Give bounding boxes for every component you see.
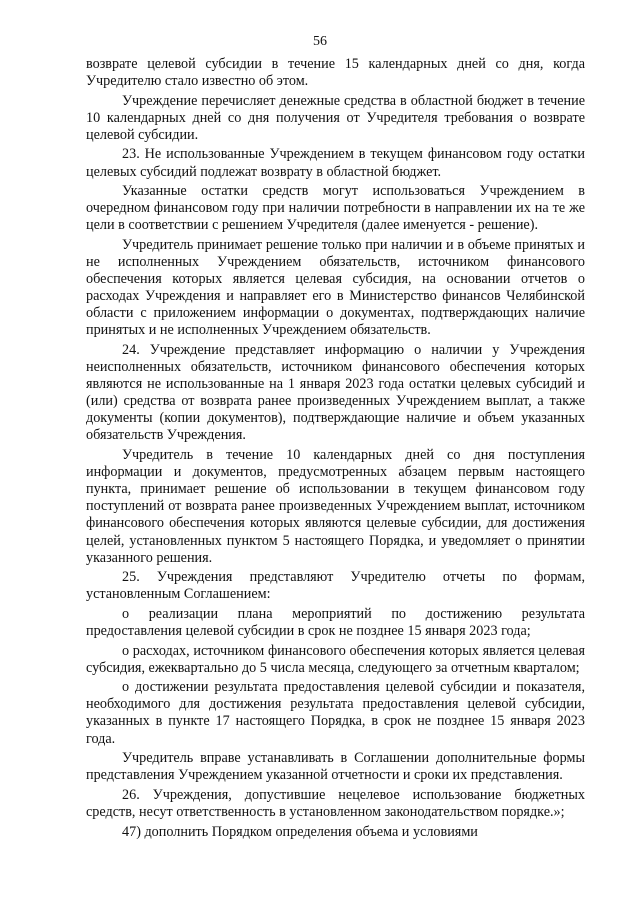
paragraph: 23. Не использованные Учреждением в текущем финансовом году остатки целевых субсидий подлежат возврату в областной бюджет. [86, 146, 585, 180]
page-number: 56 [313, 34, 327, 49]
paragraph: 47) дополнить Порядком определения объема и условиями [122, 823, 478, 840]
paragraph: Учредитель принимает решение только при наличии и в объеме принятых и не исполненных Учреждением обязательств, источником финансового обеспечения которых является целевая субсидия, на основании отчетов о расходах Учреждения и направляет его в Министерство финансов Челябинской области с приложением информации о документах, подтверждающих наличие принятых и не исполненных Учреждением обязательств. [86, 236, 585, 339]
paragraph: 25. Учреждения представляют Учредителю отчеты по формам, установленным Соглашением: [86, 569, 585, 603]
paragraph: о расходах, источником финансового обеспечения которых является целевая субсидия, ежеквартально до 5 числа месяца, следующего за отчетным кварталом; [86, 642, 585, 676]
paragraph: о достижении результата предоставления целевой субсидии и показателя, необходимого для достижения результата предоставления целевой субсидии, указанных в пункте 17 настоящего Порядка, в срок не позднее 15 января 2023 года. [86, 679, 585, 747]
paragraph: Учреждение перечисляет денежные средства в областной бюджет в течение 10 календарных дней со дня получения от Учредителя требования о возврате целевой субсидии. [86, 92, 585, 143]
paragraph: Учредитель в течение 10 календарных дней со дня поступления информации и документов, предусмотренных абзацем первым настоящего пункта, принимает решение об использовании в текущем финансовом году поступлений от возврата ранее произведенных Учреждением выплат, источником финансового обеспечения которых являются целевые субсидии, для достижения целей, установленных пунктом 5 настоящего Порядка, и уведомляет о принятии указанного решения. [86, 447, 585, 566]
paragraph: 24. Учреждение представляет информацию о наличии у Учреждения неисполненных обязательств, источником финансового обеспечения которых являются не использованные на 1 января 2023 года остатки целевых субсидий и (или) средства от возврата ранее произведенных Учреждением выплат, а также документы (копии документов), подтверждающие наличие и объем указанных обязательств Учреждения. [86, 342, 585, 444]
paragraph: о реализации плана мероприятий по достижению результата предоставления целевой субсидии в срок не позднее 15 января 2023 года; [86, 605, 585, 639]
paragraph: возврате целевой субсидии в течение 15 календарных дней со дня, когда Учредителю стало известно об этом. [86, 56, 585, 90]
document-body [86, 56, 585, 843]
paragraph: Указанные остатки средств могут использоваться Учреждением в очередном финансовом году при наличии потребности в направлении их на те же цели в соответствии с решением Учредителя (далее именуется - решение). [86, 183, 585, 234]
paragraph: Учредитель вправе устанавливать в Соглашении дополнительные формы представления Учреждением указанной отчетности и сроки их представления. [86, 750, 585, 784]
paragraph: 26. Учреждения, допустившие нецелевое использование бюджетных средств, несут ответственность в установленном законодательством порядке.»; [86, 786, 585, 820]
